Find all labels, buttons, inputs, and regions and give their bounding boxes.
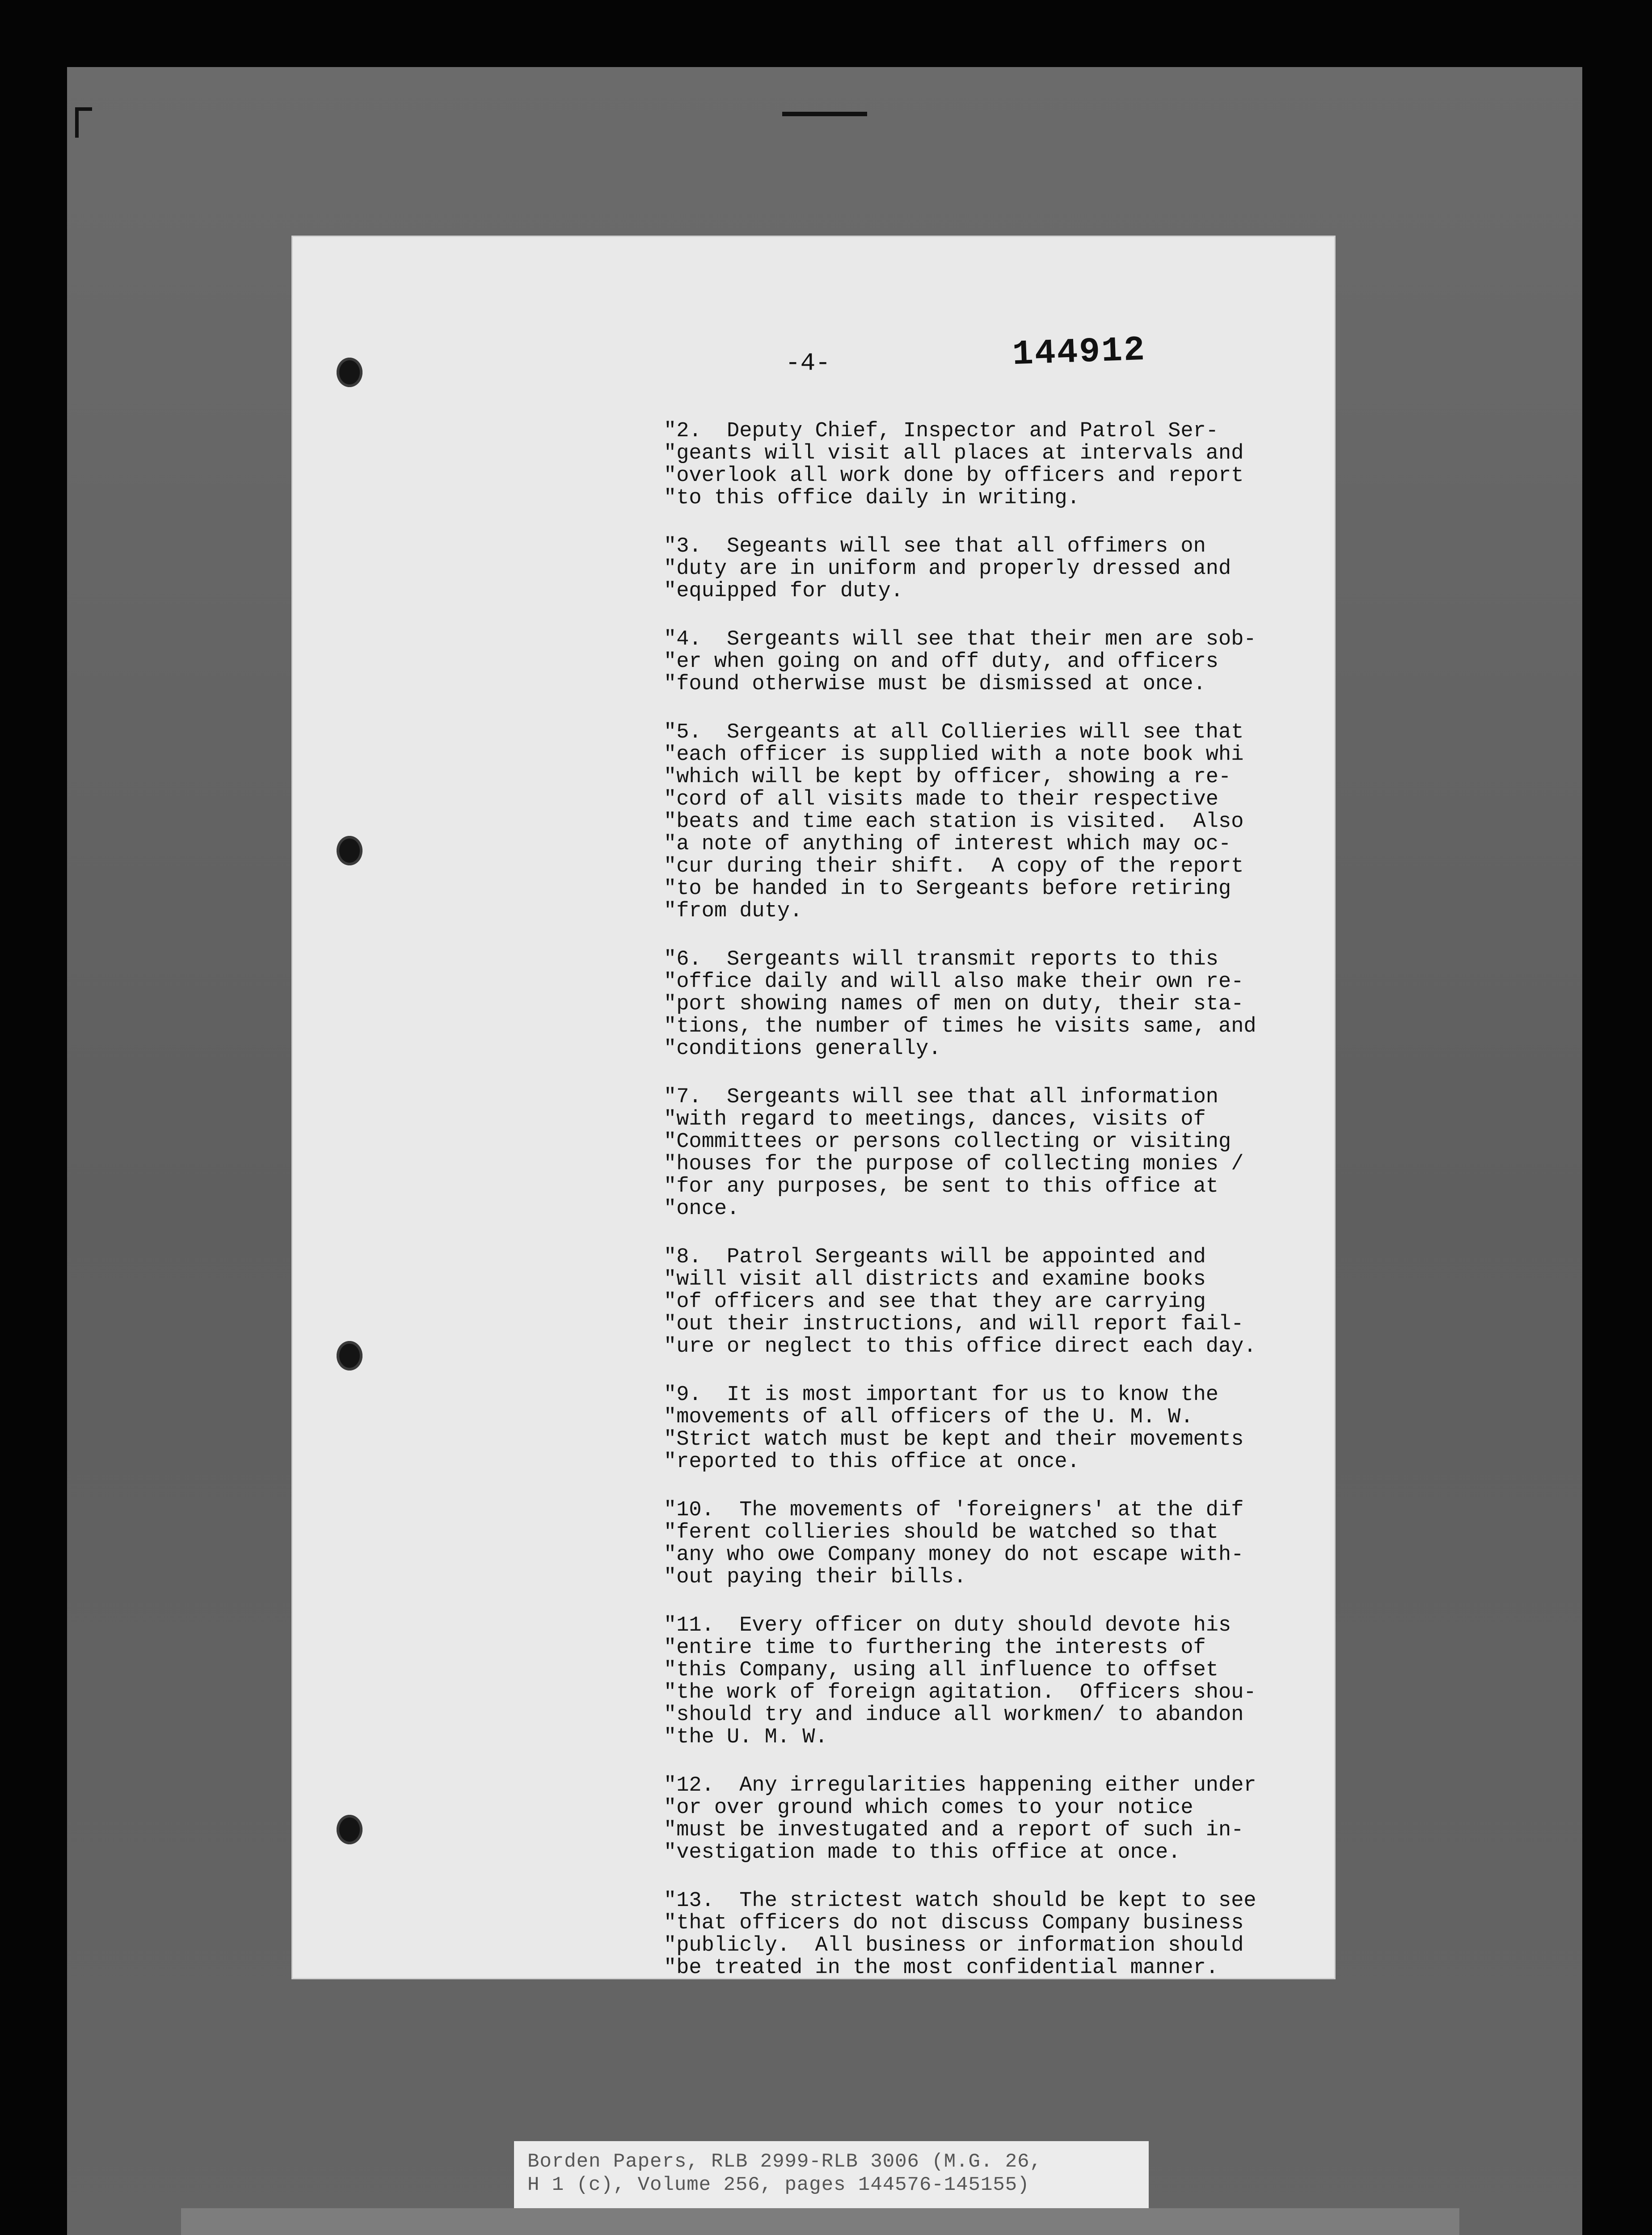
text-line: "cord of all visits made to their respective (664, 788, 1219, 811)
punch-hole (337, 1341, 362, 1371)
text-line: "cur during their shift. A copy of the report (664, 855, 1244, 878)
text-line: "this Company, using all influence to offset (664, 1658, 1219, 1682)
reference-line: H 1 (c), Volume 256, pages 144576-145155) (527, 2174, 1030, 2196)
text-line: "must be investugated and a report of such in- (664, 1818, 1244, 1842)
frame-corner-mark (75, 107, 92, 138)
document-body (664, 420, 1325, 2005)
reference-line: Borden Papers, RLB 2999-RLB 3006 (M.G. 26, (527, 2151, 1042, 2173)
text-line: "will visit all districts and examine books (664, 1268, 1206, 1291)
text-line: "be treated in the most confidential manner. (664, 1956, 1219, 1980)
text-line: "2. Deputy Chief, Inspector and Patrol Ser- (664, 419, 1219, 443)
text-line: "should try and induce all workmen/ to abandon (664, 1703, 1244, 1727)
text-line: "9. It is most important for us to know the (664, 1383, 1219, 1407)
text-line: "geants will visit all places at intervals and (664, 442, 1244, 465)
text-line: "port showing names of men on duty, their sta- (664, 992, 1244, 1016)
text-line: "13. The strictest watch should be kept to see (664, 1889, 1256, 1913)
text-line: "houses for the purpose of collecting monies / (664, 1152, 1244, 1176)
text-line: "of officers and see that they are carrying (664, 1290, 1206, 1314)
text-line: "to this office daily in writing. (664, 486, 1080, 510)
text-line: "equipped for duty. (664, 579, 903, 603)
text-line: "out their instructions, and will report fail- (664, 1312, 1244, 1336)
text-line: "12. Any irregularities happening either under (664, 1774, 1256, 1797)
text-line: "to be handed in to Sergeants before retiring (664, 877, 1231, 901)
stamp-number: 144912 (1011, 330, 1147, 375)
paragraph (664, 1615, 1325, 1749)
document-page (293, 237, 1334, 1978)
paragraph (664, 721, 1325, 923)
punch-hole (337, 358, 362, 387)
text-line: "10. The movements of 'foreigners' at the dif (664, 1498, 1244, 1522)
text-line: "6. Sergeants will transmit reports to this (664, 948, 1219, 971)
text-line: "movements of all officers of the U. M. W. (664, 1405, 1193, 1429)
text-line: "entire time to furthering the interests of (664, 1636, 1206, 1660)
text-line: "er when going on and off duty, and officers (664, 650, 1219, 674)
punch-hole (337, 836, 362, 865)
paragraph (664, 420, 1325, 510)
text-line: "5. Sergeants at all Collieries will see that (664, 721, 1244, 744)
paragraph (664, 1384, 1325, 1473)
text-line: "that officers do not discuss Company business (664, 1911, 1244, 1935)
paragraph (664, 628, 1325, 696)
paragraph (664, 1890, 1325, 1979)
text-line: "for any purposes, be sent to this office at (664, 1175, 1219, 1198)
text-line: "4. Sergeants will see that their men are sob- (664, 628, 1256, 651)
frame-top-mark (782, 112, 867, 116)
text-line: "publicly. All business or information should (664, 1934, 1244, 1957)
text-line: "reported to this office at once. (664, 1450, 1080, 1474)
text-line: "office daily and will also make their own re- (664, 970, 1244, 994)
text-line: "which will be kept by officer, showing a re- (664, 765, 1231, 789)
text-line: "once. (664, 1197, 740, 1221)
text-line: "ferent collieries should be watched so that (664, 1521, 1219, 1544)
text-line: "a note of anything of interest which may oc- (664, 832, 1231, 856)
tape-backing (181, 2208, 1459, 2235)
text-line: "vestigation made to this office at once. (664, 1841, 1181, 1864)
text-line: "duty are in uniform and properly dressed and (664, 557, 1231, 581)
text-line: "7. Sergeants will see that all information (664, 1085, 1219, 1109)
text-line: "overlook all work done by officers and report (664, 464, 1244, 488)
text-line: "with regard to meetings, dances, visits of (664, 1108, 1206, 1131)
text-line: "or over ground which comes to your notice (664, 1796, 1193, 1820)
text-line: "8. Patrol Sergeants will be appointed and (664, 1245, 1206, 1269)
text-line: "tions, the number of times he visits same, and (664, 1015, 1256, 1038)
text-line: "found otherwise must be dismissed at once. (664, 672, 1206, 696)
text-line: "conditions generally. (664, 1037, 941, 1061)
text-line: "the U. M. W. (664, 1725, 828, 1749)
text-line: "from duty. (664, 899, 803, 923)
text-line: "out paying their bills. (664, 1565, 966, 1589)
page-number: -4- (785, 349, 830, 377)
paragraph (664, 1775, 1325, 1864)
text-line: "Strict watch must be kept and their movements (664, 1428, 1244, 1451)
text-line: "beats and time each station is visited. Also (664, 810, 1244, 834)
paragraph (664, 536, 1325, 603)
text-line: "each officer is supplied with a note book whi (664, 743, 1244, 767)
text-line: "Committees or persons collecting or visiting (664, 1130, 1231, 1154)
paragraph (664, 1246, 1325, 1358)
paragraph (664, 1499, 1325, 1589)
text-line: "11. Every officer on duty should devote his (664, 1614, 1231, 1637)
paragraph (664, 949, 1325, 1060)
text-line: "ure or neglect to this office direct each day. (664, 1335, 1256, 1358)
text-line: "any who owe Company money do not escape with- (664, 1543, 1244, 1567)
text-line: "3. Segeants will see that all offimers on (664, 535, 1206, 558)
paragraph (664, 1086, 1325, 1220)
punch-hole (337, 1815, 362, 1844)
text-line: "the work of foreign agitation. Officers shou- (664, 1681, 1256, 1704)
